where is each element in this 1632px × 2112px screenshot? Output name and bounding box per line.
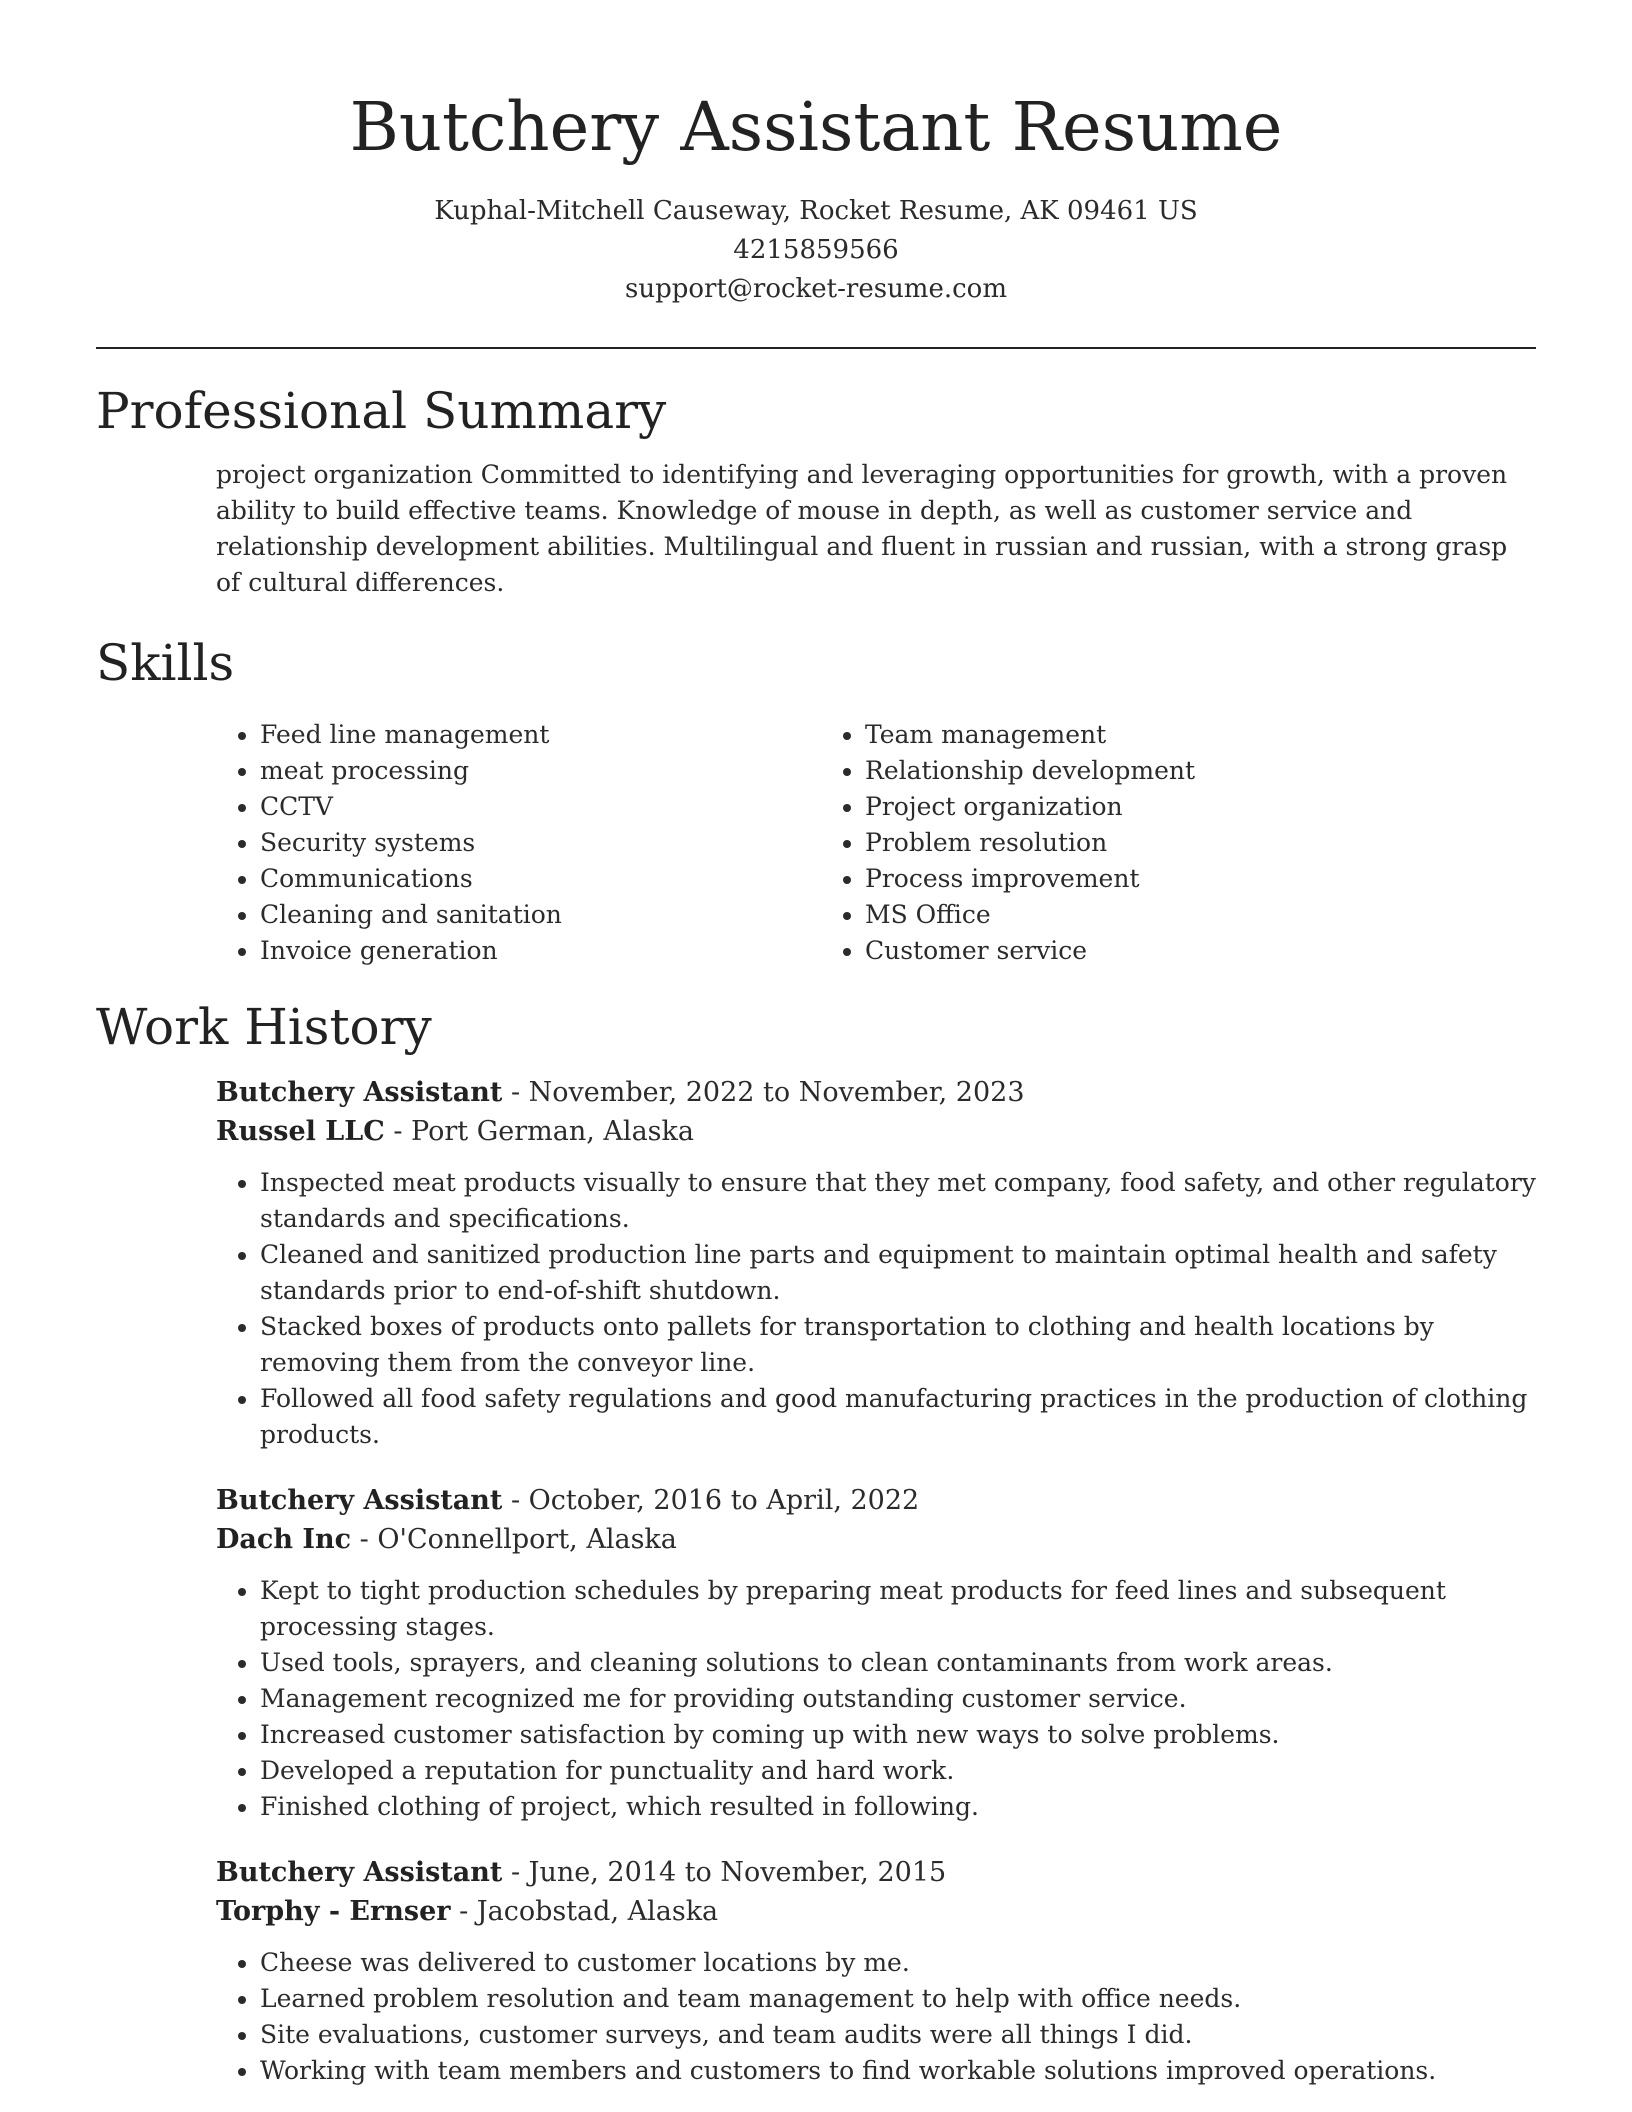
skill-item: • Security systems [260,825,821,861]
job-bullets [216,1165,1536,1453]
job-bullet: • Kept to tight production schedules by preparing meat products for feed lines and subsequent processing stages. [260,1573,1536,1645]
job-bullet: • Cheese was delivered to customer locations by me. [260,1945,1536,1981]
contact-address: Kuphal-Mitchell Causeway, Rocket Resume, AK 09461 US [434,196,1198,226]
job-location: - Port German, Alaska [384,1116,694,1147]
job-company: Torphy - Ernser [216,1896,451,1927]
job-dates: - October, 2016 to April, 2022 [502,1485,920,1516]
contact-email: support@rocket-resume.com [624,274,1007,304]
job-bullet: • Stacked boxes of products onto pallets for transportation to clothing and health locations by removing them from the conveyor line. [260,1309,1536,1381]
skill-item: • Customer service [865,933,1535,969]
resume-header [0,0,1632,309]
skills-section [0,631,1632,969]
contact-block [0,192,1632,309]
job-bullet: • Followed all food safety regulations and good manufacturing practices in the production of clothing products. [260,1381,1536,1453]
job-company-line [216,1520,1536,1559]
skill-item: • Project organization [865,789,1535,825]
job-dates: - June, 2014 to November, 2015 [502,1857,947,1888]
job-company-line [216,1892,1536,1931]
job-company: Dach Inc [216,1524,352,1555]
skill-item: • CCTV [260,789,821,825]
work-history-section [0,995,1632,2089]
job-location: - Jacobstad, Alaska [450,1896,719,1927]
skill-item: • Cleaning and sanitation [260,897,821,933]
job-entry [216,1481,1536,1825]
skills-column-right [821,717,1535,969]
skills-grid [216,717,1536,969]
skills-column-left [216,717,821,969]
job-title: Butchery Assistant [216,1485,503,1516]
skill-item: • Team management [865,717,1535,753]
job-bullet: • Site evaluations, customer surveys, and team audits were all things I did. [260,2017,1536,2053]
job-location: - O'Connellport, Alaska [351,1524,677,1555]
skill-item: • Communications [260,861,821,897]
job-title: Butchery Assistant [216,1077,503,1108]
job-bullet: • Learned problem resolution and team management to help with office needs. [260,1981,1536,2017]
job-bullet: • Inspected meat products visually to ensure that they met company, food safety, and other regulatory standards and specifications. [260,1165,1536,1237]
summary-text: project organization Committed to identifying and leveraging opportunities for growth, with a proven ability to build effective teams. Knowledge of mouse in depth, as well as customer service and relationship development abilities. Multilingual and fluent in russian and russian, with a strong grasp of cultural differences. [216,460,1508,597]
job-bullets [216,1573,1536,1825]
skill-item: • Relationship development [865,753,1535,789]
job-company-line [216,1112,1536,1151]
job-bullet: • Cleaned and sanitized production line parts and equipment to maintain optimal health and safety standards prior to end-of-shift shutdown. [260,1237,1536,1309]
job-entry [216,1853,1536,2089]
skill-item: • Invoice generation [260,933,821,969]
job-title-line [216,1853,1536,1892]
job-bullet: • Finished clothing of project, which resulted in following. [260,1789,1536,1825]
header-divider [96,347,1536,349]
skill-item: • Problem resolution [865,825,1535,861]
resume-title: Butchery Assistant Resume [349,88,1283,166]
job-title-line [216,1073,1536,1112]
professional-summary-section [0,379,1632,601]
skill-item: • meat processing [260,753,821,789]
job-company: Russel LLC [216,1116,385,1147]
job-bullet: • Increased customer satisfaction by coming up with new ways to solve problems. [260,1717,1536,1753]
job-bullet: • Used tools, sprayers, and cleaning solutions to clean contaminants from work areas. [260,1645,1536,1681]
contact-phone: 4215859566 [733,235,899,265]
job-title: Butchery Assistant [216,1857,503,1888]
job-bullets [216,1945,1536,2089]
job-dates: - November, 2022 to November, 2023 [502,1077,1025,1108]
section-heading-skills: Skills [96,634,235,692]
section-heading-work: Work History [96,998,432,1056]
job-bullet: • Working with team members and customers to find workable solutions improved operations. [260,2053,1536,2089]
section-heading-summary: Professional Summary [96,382,667,440]
job-title-line [216,1481,1536,1520]
skill-item: • Process improvement [865,861,1535,897]
skill-item: • Feed line management [260,717,821,753]
job-bullet: • Developed a reputation for punctuality and hard work. [260,1753,1536,1789]
skill-item: • MS Office [865,897,1535,933]
job-entry [216,1073,1536,1453]
job-bullet: • Management recognized me for providing outstanding customer service. [260,1681,1536,1717]
